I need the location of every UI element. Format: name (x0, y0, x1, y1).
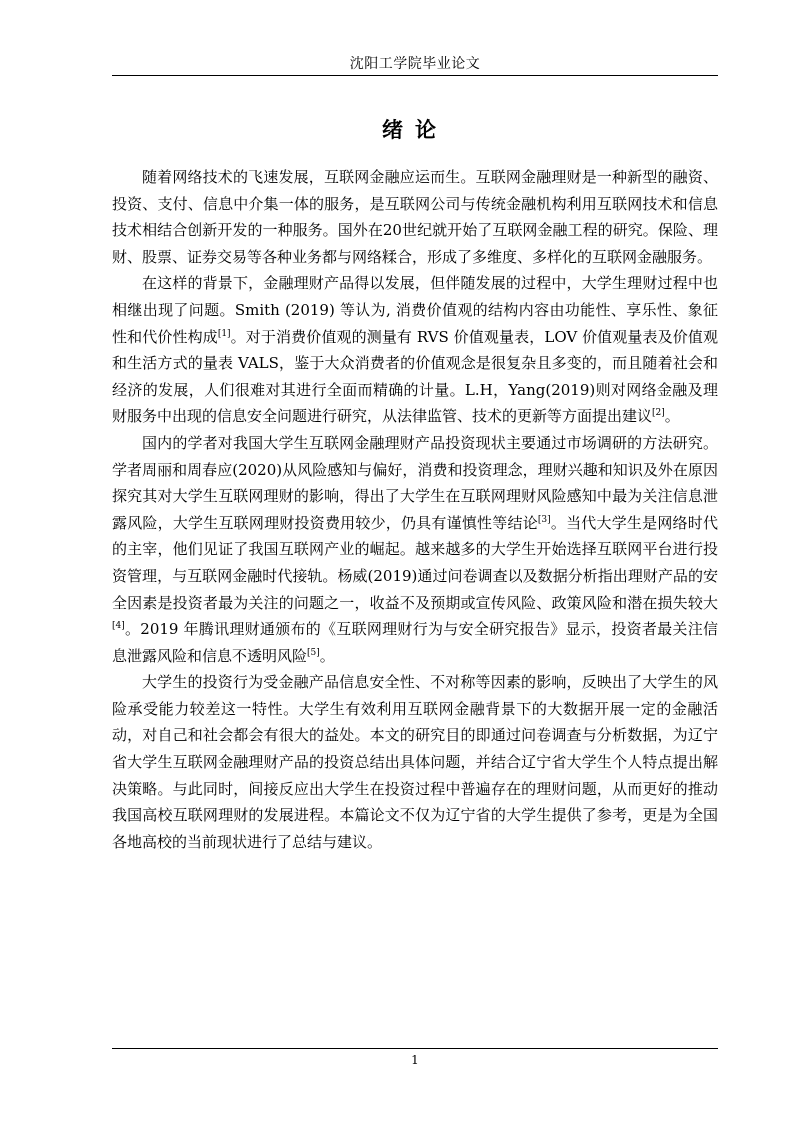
paragraph-2-text-c: 。 (664, 407, 680, 426)
paragraph-2-text-a: 在这样的背景下，金融理财产品得以发展，但伴随发展的过程中，大学生理财过程中也相继出现了问题。Smith (2019) 等认为, 消费价值观的结构内容由功能性、享乐性、象征性和代价性构成 (112, 274, 718, 346)
paragraph-3-text-b: 。当代大学生是网络时代的主宰，他们见证了我国互联网产业的崛起。越来越多的大学生开始选择互联网平台进行投资管理，与互联网金融时代接轨。杨威(2019)通过问卷调查以及数据分析指出理财产品的安全因素是投资者最为关注的问题之一，收益不及预期或宣传风险、政策风险和潜在损失较大 (112, 513, 718, 612)
chapter-title: 绪论 (382, 117, 448, 142)
paragraph-3-text-d: 。 (319, 646, 335, 665)
paragraph-1: 随着网络技术的飞速发展，互联网金融应运而生。互联网金融理财是一种新型的融资、投资、支付、信息中介集一体的服务，是互联网公司与传统金融机构利用互联网技术和信息技术相结合创新开发的一种服务。国外在20世纪就开始了互联网金融工程的研究。保险、理财、股票、证券交易等各种业务都与网络糅合，形成了多维度、多样化的互联网金融服务。 (112, 168, 718, 266)
citation-5: [5] (307, 647, 320, 658)
paragraph-2-text-b: 。对于消费价值观的测量有 RVS 价值观量表，LOV 价值观量表及价值观和生活方式的量表 VALS，鉴于大众消费者的价值观念是很复杂且多变的，而且随着社会和经济的发展，人们很难对其进行全面而精确的计量。L.H，Yang(2019)则对网络金融及理财服务中出现的信息安全问题进行研究，从法律监管、技术的更新等方面提出建议 (112, 327, 718, 426)
paragraph-3-text-c: 。2019 年腾讯理财通颁布的《互联网理财行为与安全研究报告》显示，投资者最关注信息泄露风险和信息不透明风险 (112, 620, 718, 665)
citation-1: [1] (217, 328, 231, 339)
footer-divider (112, 1048, 718, 1049)
paragraph-3 (112, 430, 718, 669)
paragraph-3-text-a: 国内的学者对我国大学生互联网金融理财产品投资现状主要通过市场调研的方法研究。学者周丽和周春应(2020)从风险感知与偏好，消费和投资理念，理财兴趣和知识及外在原因探究其对大学生互联网理财的影响，得出了大学生在互联网理财风险感知中最为关注信息泄露风险，大学生互联网理财投资费用较少，仍具有谨慎性等结论 (112, 433, 718, 532)
page-number: 1 (411, 1053, 419, 1067)
citation-2: [2] (652, 408, 665, 419)
header-divider (112, 75, 718, 76)
running-header: 沈阳工学院毕业论文 (349, 56, 481, 72)
citation-4: [4] (112, 621, 125, 632)
paragraph-4: 大学生的投资行为受金融产品信息安全性、不对称等因素的影响，反映出了大学生的风险承受能力较差这一特性。大学生有效利用互联网金融背景下的大数据开展一定的金融活动，对自己和社会都会有很大的益处。本文的研究目的即通过问卷调查与分析数据，为辽宁省大学生互联网金融理财产品的投资总结出具体问题，并结合辽宁省大学生个人特点提出解决策略。与此同时，间接反应出大学生在投资过程中普遍存在的理财问题，从而更好的推动我国高校互联网理财的发展进程。本篇论文不仅为辽宁省的大学生提供了参考，更是为全国各地高校的当前现状进行了总结与建议。 (112, 673, 718, 851)
body-text (112, 164, 718, 855)
paragraph-2 (112, 270, 718, 430)
citation-3: [3] (537, 514, 551, 525)
